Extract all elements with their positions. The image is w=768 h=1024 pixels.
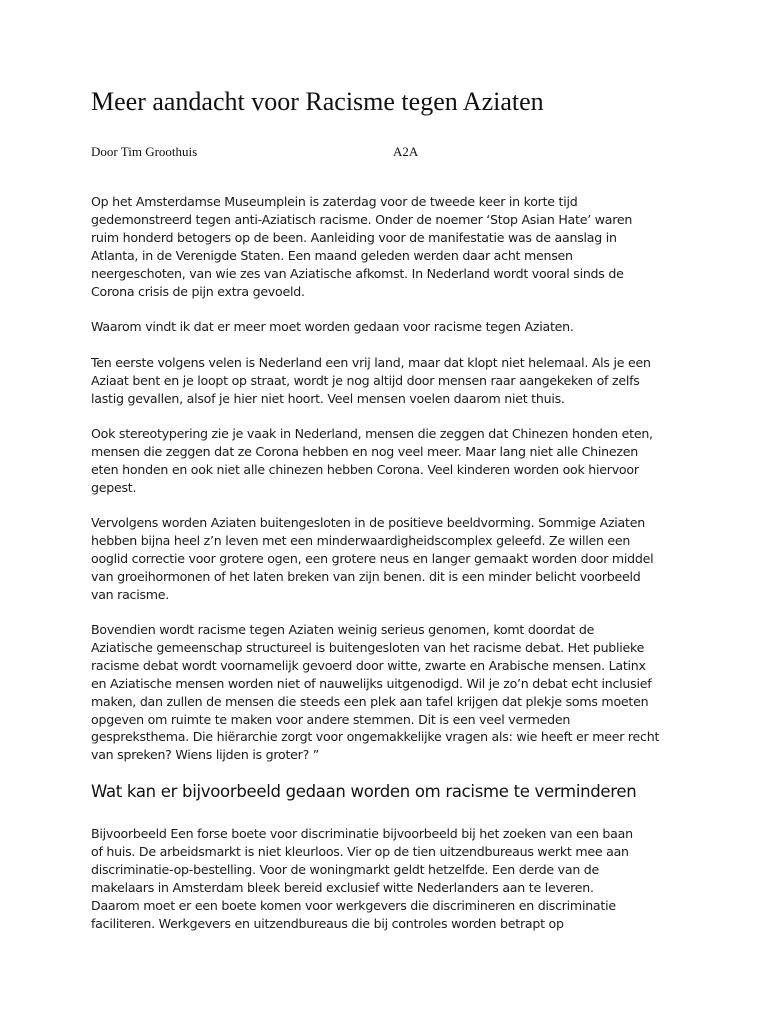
text-line: makelaars in Amsterdam bleek bereid exclusief witte Nederlanders aan te leveren.: [91, 879, 594, 895]
text-line: ooglid correctie voor grotere ogen, een grotere neus en langer gemaakt worden door middel: [91, 550, 654, 566]
text-line: neergeschoten, van wie zes van Aziatische afkomst. In Nederland wordt vooral sinds de: [91, 265, 624, 281]
text-line: van groeihormonen of het laten breken van zijn benen. dit is een minder belicht voorbeeld: [91, 568, 641, 584]
text-line: opgeven om ruimte te maken voor andere stemmen. Dit is een veel vermeden: [91, 711, 571, 727]
text-line: hebben bijna heel z’n leven met een minderwaardigheidscomplex geleefd. Ze willen een: [91, 532, 631, 548]
text-line: maken, dan zullen de mensen die steeds een plek aan tafel krijgen dat plekje soms moeten: [91, 693, 649, 709]
text-line: Ook stereotypering zie je vaak in Nederland, mensen die zeggen dat Chinezen honden eten,: [91, 426, 653, 441]
paragraph-exclusion: [91, 514, 691, 604]
text-line: Bovendien wordt racisme tegen Aziaten weinig serieus genomen, komt doordat de: [91, 622, 595, 637]
text-line: Atlanta, in de Verenigde Staten. Een maand geleden werden daar acht mensen: [91, 247, 573, 263]
author-name: Door Tim Groothuis: [91, 144, 198, 159]
text-line: Aziaat bent en je loopt op straat, wordt je nog altijd door mensen raar aangekeken of zelfs: [91, 372, 640, 388]
text-line: gepest.: [91, 479, 137, 495]
section-heading: Wat kan er bijvoorbeeld gedaan worden om racisme te verminderen: [91, 782, 637, 801]
text-line: Daarom moet er een boete komen voor werkgevers die discrimineren en discriminatie: [91, 897, 616, 913]
paragraph-measures: [91, 825, 691, 932]
page-title: Meer aandacht voor Racisme tegen Aziaten: [91, 87, 544, 116]
paragraph-question: [91, 318, 691, 336]
text-line: racisme debat wordt voornamelijk gevoerd door witte, zwarte en Arabische mensen. Latinx: [91, 657, 646, 673]
text-line: gedemonstreerd tegen anti-Aziatisch racisme. Onder de noemer ‘Stop Asian Hate’ waren: [91, 211, 633, 227]
text-line: ruim honderd betogers op de been. Aanleiding voor de manifestatie was de aanslag in: [91, 229, 617, 245]
source-label: A2A: [393, 144, 419, 159]
text-line: faciliteren. Werkgevers en uitzendbureaus die bij controles worden betrapt op: [91, 915, 564, 931]
text-line: gespreksthema. Die hiërarchie zorgt voor ongemakkelijke vragen als: wie heeft er meer recht: [91, 729, 660, 745]
text-line: Op het Amsterdamse Museumplein is zaterdag voor de tweede keer in korte tijd: [91, 194, 578, 209]
text-line: discriminatie-op-bestelling. Voor de woningmarkt geldt hetzelfde. Een derde van de: [91, 861, 600, 877]
text-line: Bijvoorbeeld Een forse boete voor discriminatie bijvoorbeeld bij het zoeken van een baan: [91, 826, 633, 841]
text-line: Ten eerste volgens velen is Nederland een vrij land, maar dat klopt niet helemaal. Als je een: [91, 355, 651, 370]
paragraph-stereotyping: [91, 425, 691, 497]
text-line: en Aziatische mensen worden niet of nauwelijks uitgenodigd. Wil je zo’n debat echt inclusief: [91, 675, 652, 691]
text-line: eten honden en ook niet alle chinezen hebben Corona. Veel kinderen worden ook hiervoor: [91, 461, 639, 477]
paragraph-debate: [91, 621, 691, 764]
text-line: of huis. De arbeidsmarkt is niet kleurloos. Vier op de tien uitzendbureaus werkt mee aan: [91, 843, 629, 859]
text-line: van spreken? Wiens lijden is groter? ”: [91, 747, 320, 763]
text-line: mensen die zeggen dat ze Corona hebben en nog veel meer. Maar lang niet alle Chinezen: [91, 443, 638, 459]
text-line: van racisme.: [91, 586, 170, 602]
paragraph-intro: [91, 193, 691, 300]
text-line: Aziatische gemeenschap structureel is buitengesloten van het racisme debat. Het publieke: [91, 639, 645, 655]
text-line: Waarom vindt ik dat er meer moet worden gedaan voor racisme tegen Aziaten.: [91, 319, 574, 334]
text-line: Vervolgens worden Aziaten buitengesloten in de positieve beeldvorming. Sommige Aziaten: [91, 515, 645, 530]
paragraph-first-argument: [91, 354, 691, 408]
text-line: lastig gevallen, alsof je hier niet hoort. Veel mensen voelen daarom niet thuis.: [91, 390, 565, 406]
text-line: Corona crisis de pijn extra gevoeld.: [91, 283, 305, 299]
